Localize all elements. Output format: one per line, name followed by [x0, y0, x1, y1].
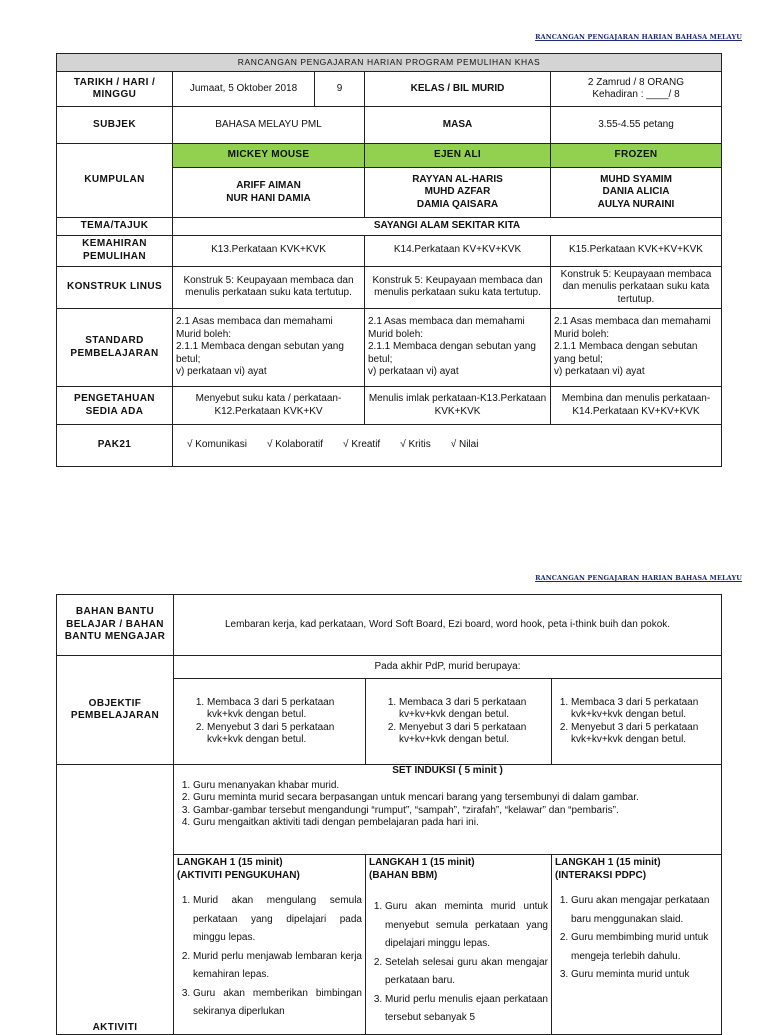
group-name-2: EJEN ALI	[365, 144, 551, 168]
pengetahuan-3: Membina dan menulis perkataan-K14.Perkataan KV+KV+KVK	[551, 387, 722, 425]
standard-line: 2.1.1 Membaca dengan sebutan yang betul;	[176, 341, 344, 365]
bahan-value: Lembaran kerja, kad perkataan, Word Soft Board, Ezi board, word hook, peta i-think buih dan pokok.	[174, 595, 722, 656]
langkah-item: 1. Guru akan mengajar perkataan baru menggunakan slaid.	[571, 892, 718, 929]
pak21-item: √ Kreatif	[343, 439, 381, 451]
standard-2	[365, 309, 551, 387]
objektif-col-1	[174, 679, 366, 765]
pak21-item: √ Komunikasi	[187, 439, 247, 451]
group-name-1: MICKEY MOUSE	[173, 144, 365, 168]
standard-line: 2.1 Asas membaca dan memahami	[368, 316, 525, 328]
standard-3	[551, 309, 722, 387]
set-induksi-item: 3. Gambar-gambar tersebut mengandungi “rumput”, “sampah”, “zirafah”, “kelawar” dan “pembaris”.	[193, 805, 718, 818]
objektif-item: 1. Membaca 3 dari 5 perkataan kv+kv+kvk dengan betul.	[399, 697, 548, 722]
member: DAMIA QAISARA	[416, 198, 499, 210]
standard-line: v) perkataan vi) ayat	[176, 366, 267, 378]
tarikh-label: TARIKH / HARI / MINGGU	[57, 72, 173, 107]
subjek-value: BAHASA MELAYU PML	[173, 107, 365, 144]
pak21-item: √ Nilai	[450, 439, 479, 451]
langkah-item: 3. Guru meminta murid untuk	[571, 966, 718, 985]
set-induksi	[174, 765, 722, 855]
langkah-subtitle: (AKTIVITI PENGUKUHAN)	[177, 869, 300, 881]
set-induksi-item: 2. Guru meminta murid secara berpasangan untuk mencari barang yang tersembunyi di dalam gambar.	[193, 792, 718, 805]
objektif-label: OBJEKTIF PEMBELAJARAN	[57, 656, 174, 765]
set-induksi-item: 1. Guru menanyakan khabar murid.	[193, 780, 718, 793]
langkah-col-1	[174, 855, 366, 1035]
standard-1	[173, 309, 365, 387]
objektif-item: 1. Membaca 3 dari 5 perkataan kvk+kv+kvk dengan betul.	[571, 697, 718, 722]
standard-line: v) perkataan vi) ayat	[554, 366, 645, 378]
kemahiran-2: K14.Perkataan KV+KV+KVK	[365, 235, 551, 266]
langkah-subtitle: (INTERAKSI PDPC)	[555, 869, 647, 881]
konstruk-3: Konstruk 5: Keupayaan membaca dan menulis perkataan suku kata tertutup.	[551, 266, 722, 309]
konstruk-label: KONSTRUK LINUS	[57, 266, 173, 309]
standard-line: v) perkataan vi) ayat	[368, 366, 459, 378]
standard-line: 2.1.1 Membaca dengan sebutan yang betul;	[554, 341, 698, 365]
group-name-3: FROZEN	[551, 144, 722, 168]
masa-label: MASA	[365, 107, 551, 144]
langkah-title: LANGKAH 1 (15 minit)	[177, 857, 283, 868]
langkah-title: LANGKAH 1 (15 minit)	[369, 857, 475, 868]
kemahiran-3: K15.Perkataan KVK+KV+KVK	[551, 235, 722, 266]
objektif-item: 2. Menyebut 3 dari 5 perkataan kvk+kvk dengan betul.	[207, 722, 354, 747]
langkah-item: 3. Murid perlu menulis ejaan perkataan tersebut sebanyak 5	[385, 991, 548, 1028]
kumpulan-label: KUMPULAN	[57, 144, 173, 218]
page-header-2: RANCANGAN PENGAJARAN HARIAN BAHASA MELAYU	[535, 574, 742, 582]
langkah-item: 1. Guru akan meminta murid untuk menyebut semula perkataan yang dipelajari minggu lepas.	[385, 898, 548, 954]
langkah-item: 2. Murid perlu menjawab lembaran kerja kemahiran lepas.	[193, 948, 362, 985]
langkah-title: LANGKAH 1 (15 minit)	[555, 857, 661, 868]
konstruk-2: Konstruk 5: Keupayaan membaca dan menulis perkataan suku kata tertutup.	[365, 266, 551, 309]
pengetahuan-1: Menyebut suku kata / perkataan-K12.Perkataan KVK+KV	[173, 387, 365, 425]
rph-table-2	[56, 594, 722, 1035]
tema-label: TEMA/TAJUK	[57, 218, 173, 236]
pak21-label: PAK21	[57, 425, 173, 467]
objektif-item: 2. Menyebut 3 dari 5 perkataan kvk+kv+kvk dengan betul.	[571, 722, 718, 747]
standard-line: 2.1 Asas membaca dan memahami	[176, 316, 333, 328]
pak21-item: √ Kolaboratif	[266, 439, 324, 451]
pak21-values	[173, 425, 722, 467]
minggu-value: 9	[315, 72, 365, 107]
set-induksi-title: SET INDUKSI ( 5 minit )	[392, 765, 503, 776]
langkah-item: 3. Guru akan memberikan bimbingan sekiranya diperlukan	[193, 985, 362, 1022]
objektif-item: 2. Menyebut 3 dari 5 perkataan kv+kv+kvk dengan betul.	[399, 722, 548, 747]
standard-label: STANDARD PEMBELAJARAN	[57, 309, 173, 387]
group-members-2	[365, 168, 551, 218]
pak21-item: √ Kritis	[400, 439, 431, 451]
kelas-label: KELAS / BIL MURID	[365, 72, 551, 107]
kemahiran-label: KEMAHIRAN PEMULIHAN	[57, 235, 173, 266]
objektif-col-2	[366, 679, 552, 765]
konstruk-1: Konstruk 5: Keupayaan membaca dan menulis perkataan suku kata tertutup.	[173, 266, 365, 309]
objektif-item: 1. Membaca 3 dari 5 perkataan kvk+kvk dengan betul.	[207, 697, 354, 722]
bahan-label: BAHAN BANTU BELAJAR / BAHAN BANTU MENGAJAR	[57, 595, 174, 656]
group-members-1	[173, 168, 365, 218]
masa-value: 3.55-4.55 petang	[551, 107, 722, 144]
langkah-col-3	[552, 855, 722, 1035]
rph-table-1	[56, 53, 722, 467]
tema-value: SAYANGI ALAM SEKITAR KITA	[173, 218, 722, 236]
pengetahuan-label: PENGETAHUAN SEDIA ADA	[57, 387, 173, 425]
kemahiran-1: K13.Perkataan KVK+KVK	[173, 235, 365, 266]
set-induksi-item: 4. Guru mengaitkan aktiviti tadi dengan pembelajaran pada hari ini.	[193, 817, 718, 830]
langkah-subtitle: (BAHAN BBM)	[369, 869, 438, 881]
table-title: RANCANGAN PENGAJARAN HARIAN PROGRAM PEMULIHAN KHAS	[57, 54, 722, 72]
standard-line: Murid boleh:	[368, 328, 424, 340]
standard-line: Murid boleh:	[176, 328, 232, 340]
member: NUR HANI DAMIA	[226, 192, 311, 204]
kelas-cell	[551, 72, 722, 107]
objektif-intro: Pada akhir PdP, murid berupaya:	[174, 656, 722, 679]
standard-line: 2.1 Asas membaca dan memahami	[554, 316, 711, 328]
member: AULYA NURAINI	[597, 198, 675, 210]
member: MUHD SYAMIM	[600, 173, 672, 185]
kehadiran: Kehadiran : ____/ 8	[592, 89, 680, 100]
langkah-item: 1. Murid akan mengulang semula perkataan yang dipelajari pada minggu lepas.	[193, 892, 362, 948]
standard-line: 2.1.1 Membaca dengan sebutan yang betul;	[368, 341, 536, 365]
member: DANIA ALICIA	[602, 186, 670, 198]
aktiviti-label: AKTIVITI	[57, 765, 174, 1035]
group-members-3	[551, 168, 722, 218]
objektif-col-3	[552, 679, 722, 765]
langkah-item: 2. Setelah selesai guru akan mengajar perkataan baru.	[385, 954, 548, 991]
subjek-label: SUBJEK	[57, 107, 173, 144]
tarikh-value: Jumaat, 5 Oktober 2018	[173, 72, 315, 107]
pengetahuan-2: Menulis imlak perkataan-K13.Perkataan KVK+KVK	[365, 387, 551, 425]
member: MUHD AZFAR	[424, 186, 491, 198]
kelas-value: 2 Zamrud / 8 ORANG	[587, 76, 685, 88]
member: ARIFF AIMAN	[236, 180, 301, 191]
member: RAYYAN AL-HARIS	[412, 173, 503, 185]
langkah-item: 2. Guru membimbing murid untuk mengeja terlebih dahulu.	[571, 929, 718, 966]
standard-line: Murid boleh:	[554, 328, 610, 340]
page-header-1: RANCANGAN PENGAJARAN HARIAN BAHASA MELAYU	[535, 33, 742, 41]
langkah-col-2	[366, 855, 552, 1035]
